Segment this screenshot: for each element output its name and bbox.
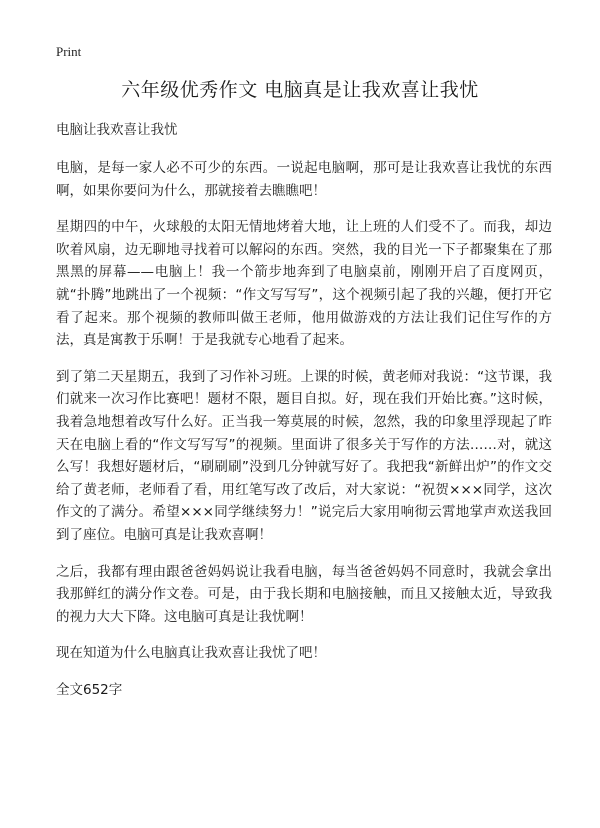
paragraph-2: 星期四的中午，火球般的太阳无情地烤着大地，让上班的人们受不了。而我，却边吹着风扇，边无聊地寻找着可以解闷的东西。突然，我的目光一下子都聚集在了那黑黑的屏幕——电脑上！我一个箭步地奔到了电脑桌前，刚刚开启了百度网页，就“扑腾”地跳出了一个视频：“作文写写写”，这个视频引起了我的兴趣，便打开它看了起来。那个视频的教师叫做王老师，他用做游戏的方法让我们记住写作的方法，真是寓教于乐啊！于是我就专心地看了起来。 [56,219,552,349]
article-subtitle: 电脑让我欢喜让我忧 [56,122,178,138]
print-link[interactable]: Print [56,44,82,59]
article-body [56,119,552,701]
article-title: 六年级优秀作文 电脑真是让我欢喜让我忧 [121,79,479,101]
paragraph-1: 电脑，是每一家人必不可少的东西。一说起电脑啊，那可是让我欢喜让我忧的东西啊，如果你要问为什么，那就接着去瞧瞧吧！ [56,160,552,199]
word-count: 全文652字 [56,681,123,698]
paragraph-3: 到了第二天星期五，我到了习作补习班。上课的时候，黄老师对我说：“这节课，我们就来一次习作比赛吧！题材不限，题目自拟。好，现在我们开始比赛。”这时候，我着急地想着改写什么好。正当我一筹莫展的时候，忽然，我的印象里浮现起了昨天在电脑上看的“作文写写写”的视频。里面讲了很多关于写作的方法……对，就这么写！我想好题材后，“刷刷刷”没到几分钟就写好了。我把我“新鲜出炉”的作文交给了黄老师，老师看了看，用红笔写改了改后，对大家说：“祝贺×××同学，这次作文的了满分。希望×××同学继续努力！”说完后大家用响彻云霄地掌声欢送我回到了座位。电脑可真是让我欢喜啊！ [56,368,552,543]
paragraph-4: 之后，我都有理由跟爸爸妈妈说让我看电脑，每当爸爸妈妈不同意时，我就会拿出我那鲜红的满分作文卷。可是，由于我长期和电脑接触，而且又接触太近，导致我的视力大大下降。这电脑可真是让我忧啊！ [56,563,552,625]
paragraph-5: 现在知道为什么电脑真让我欢喜让我忧了吧！ [56,645,326,662]
